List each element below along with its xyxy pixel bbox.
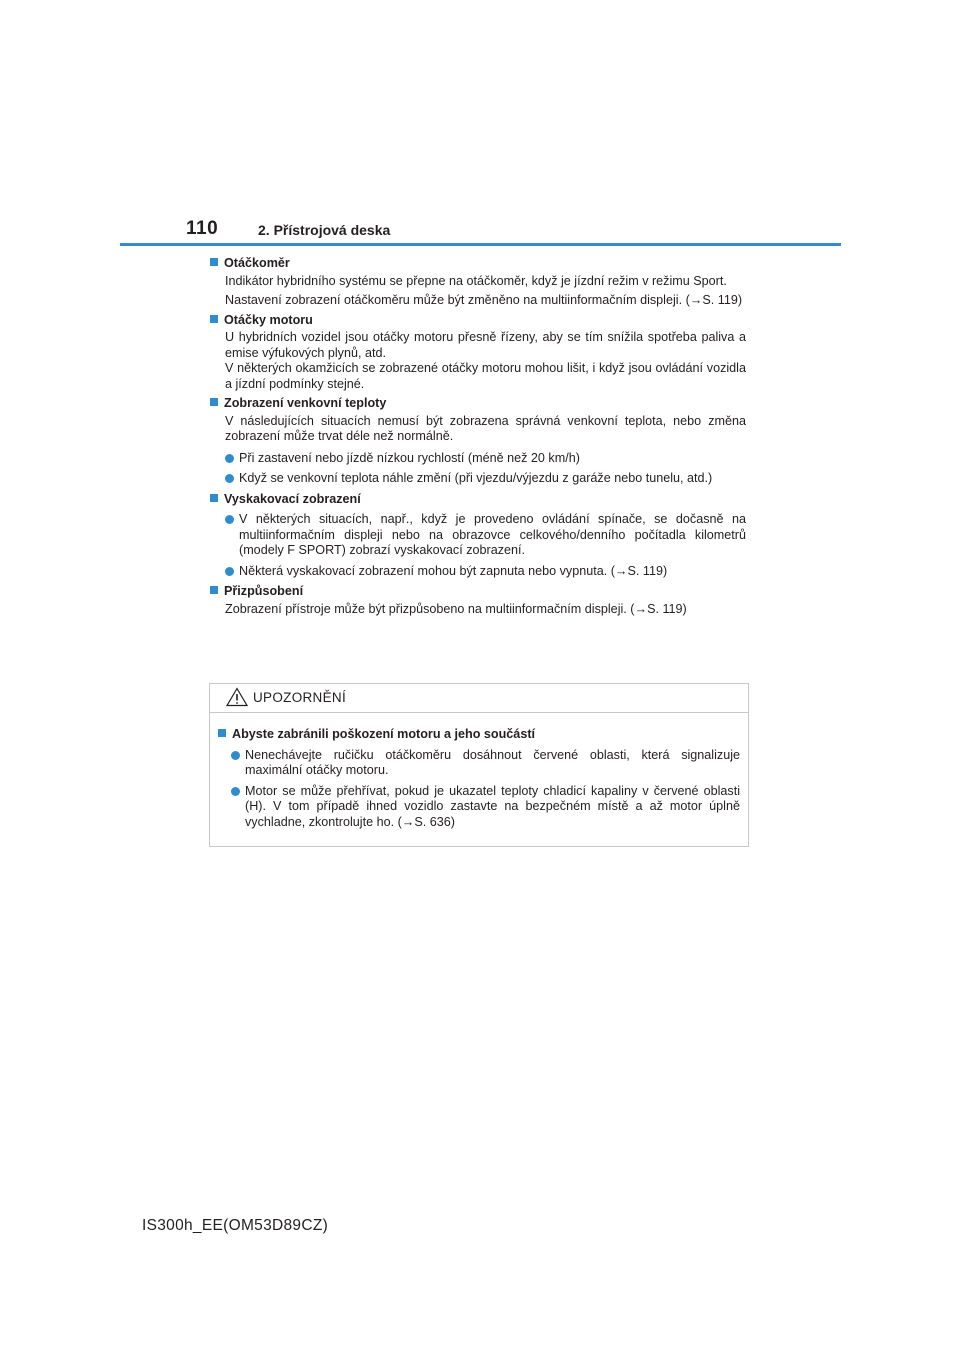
round-bullet-icon xyxy=(231,751,240,760)
list-item: Motor se může přehřívat, pokud je ukazatel teploty chladicí kapaliny v červené oblasti (H). V tom případě ihned vozidlo zastavte na bezpečném místě a až motor úplně vychladne, zkontrolujte ho. (→S. 636) xyxy=(231,784,740,831)
paragraph: Indikátor hybridního systému se přepne na otáčkoměr, když je jízdní režim v režimu Sport. xyxy=(225,273,727,288)
square-bullet-icon xyxy=(210,398,218,406)
round-bullet-icon xyxy=(225,474,234,483)
warning-heading: Abyste zabránili poškození motoru a jeho součástí xyxy=(232,727,536,741)
section-heading: Přizpůsobení xyxy=(224,584,304,598)
list-item: Když se venkovní teplota náhle změní (při vjezdu/výjezdu z garáže nebo tunelu, atd.) xyxy=(225,471,746,487)
paragraph: V některých okamžicích se zobrazené otáčky motoru mohou lišit, i když jsou ovládání vozidla a jízdní podmínky stejné. xyxy=(225,361,746,391)
square-bullet-icon xyxy=(210,586,218,594)
section-heading: Otáčkoměr xyxy=(224,256,290,270)
square-bullet-icon xyxy=(210,258,218,266)
warning-title: UPOZORNĚNÍ xyxy=(253,690,347,705)
warning-body xyxy=(210,713,748,830)
paragraph: Zobrazení přístroje může být přizpůsobeno na multiinformačním displeji. (→S. 119) xyxy=(225,601,687,616)
warning-header xyxy=(210,684,748,713)
round-bullet-icon xyxy=(225,454,234,463)
paragraph: Nastavení zobrazení otáčkoměru může být změněno na multiinformačním displeji. (→S. 119) xyxy=(225,293,743,307)
paragraph: V následujících situacích nemusí být zobrazena správná venkovní teplota, nebo změna zobrazení může trvat déle než normálně. xyxy=(225,413,746,443)
section-engine-speed xyxy=(210,313,746,393)
list-item: Nenechávejte ručičku otáčkoměru dosáhnout červené oblasti, která signalizuje maximální otáčky motoru. xyxy=(231,748,740,779)
list-item: V některých situacích, např., když je provedeno ovládání spínače, se dočasně na multiinformačním displeji nebo na obrazovce celkového/denního počítadla kilometrů (modely F SPORT) zobrazí vyskakovací zobrazení. xyxy=(225,512,746,559)
header-rule xyxy=(120,243,841,246)
square-bullet-icon xyxy=(210,494,218,502)
main-content xyxy=(210,256,746,621)
list-item: Při zastavení nebo jízdě nízkou rychlostí (méně než 20 km/h) xyxy=(225,451,746,467)
square-bullet-icon xyxy=(210,315,218,323)
list-item: Některá vyskakovací zobrazení mohou být zapnuta nebo vypnuta. (→S. 119) xyxy=(225,564,746,580)
page-header xyxy=(0,214,960,248)
paragraph: U hybridních vozidel jsou otáčky motoru přesně řízeny, aby se tím snížila spotřeba paliva a emise výfukových plynů, atd. xyxy=(225,330,746,360)
footer-model-code: IS300h_EE(OM53D89CZ) xyxy=(142,1217,329,1234)
warning-box xyxy=(209,683,749,847)
round-bullet-icon xyxy=(231,787,240,796)
round-bullet-icon xyxy=(225,515,234,524)
section-heading: Zobrazení venkovní teploty xyxy=(224,396,387,410)
section-outside-temperature xyxy=(210,396,746,487)
page-number: 110 xyxy=(186,218,219,239)
section-popup-display xyxy=(210,492,746,580)
section-heading: Vyskakovací zobrazení xyxy=(224,491,361,506)
section-tachometer xyxy=(210,256,746,309)
square-bullet-icon xyxy=(218,729,226,737)
section-heading: Otáčky motoru xyxy=(224,312,313,327)
warning-triangle-icon xyxy=(226,687,248,707)
round-bullet-icon xyxy=(225,567,234,576)
section-title: 2. Přístrojová deska xyxy=(258,222,391,238)
section-customization xyxy=(210,584,746,617)
